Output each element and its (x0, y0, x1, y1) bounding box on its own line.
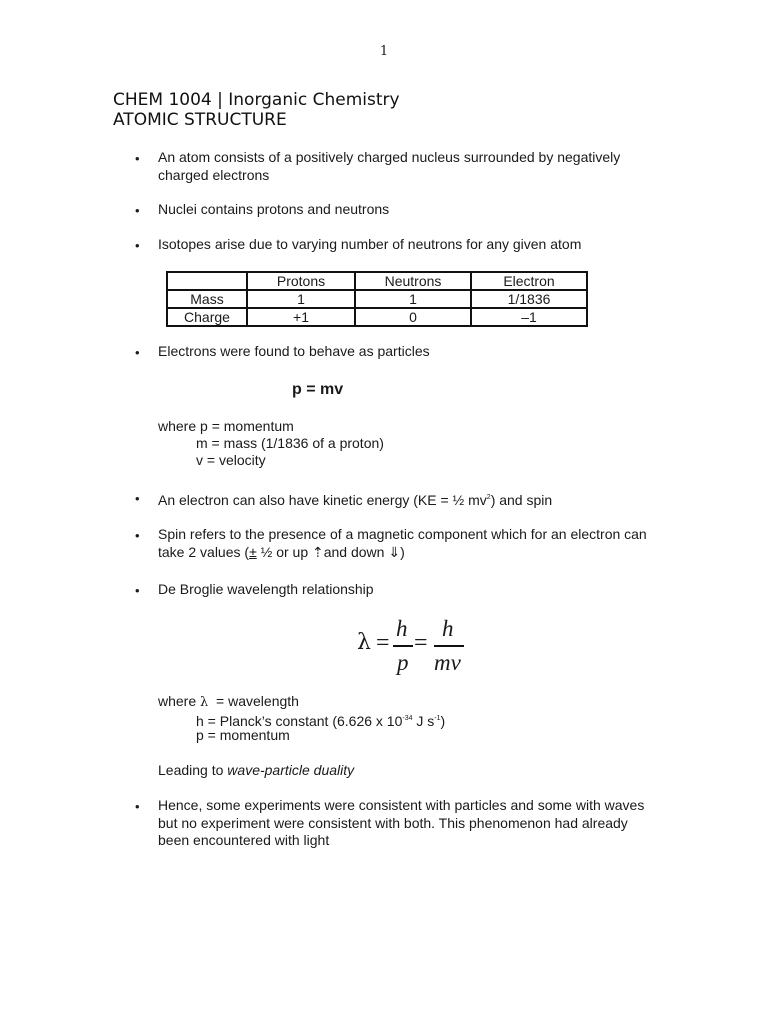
table-cell: +1 (247, 308, 355, 326)
course-title: CHEM 1004 | Inorganic Chemistry (113, 90, 400, 110)
bullet-icon: • (135, 799, 140, 814)
bullet-icon: • (135, 583, 140, 598)
wavelength-def-h: h = Planck’s constant (6.626 x $10^{-34}$ J $s^{-1}$) (196, 713, 446, 729)
bullet-atom-structure: An atom consists of a positively charged nucleus surrounded by negatively charged electrons (158, 149, 621, 183)
table-header-cell: Protons (247, 272, 355, 290)
bullet-icon: • (135, 491, 140, 506)
numerator-h: h (396, 616, 408, 641)
bullet-icon: • (135, 528, 140, 543)
section-title: ATOMIC STRUCTURE (113, 110, 287, 130)
table-header-row (167, 272, 587, 290)
table-cell: 1/1836 (471, 290, 587, 308)
bullet-icon: • (135, 345, 140, 360)
momentum-equation: p = mv (292, 381, 344, 398)
leading-to-line: Leading to wave-particle duality (158, 762, 355, 778)
bullet-spin: Spin refers to the presence of a magnetic component which for an electron can take 2 values (± ½ or up ⇡and down ⇓) (158, 526, 647, 560)
equals-sign: = (414, 630, 428, 656)
equals-sign: = (376, 630, 390, 656)
table-header-cell: Electron (471, 272, 587, 290)
bullet-kinetic-energy: An electron can also have kinetic energy (KE = ½ $mv^2$) and spin (158, 492, 553, 508)
bullet-experiments: Hence, some experiments were consistent with particles and some with waves but no experiment were consistent with both. This phenomenon had already been encountered with light (158, 797, 645, 848)
denominator-mv: mv (434, 650, 461, 675)
table-cell: Mass (167, 290, 247, 308)
page-number: 1 (379, 44, 389, 59)
bullet-de-broglie: De Broglie wavelength relationship (158, 581, 374, 597)
momentum-where: where p = momentum (158, 418, 294, 434)
table-row (167, 308, 587, 326)
wavelength-def-p: p = momentum (196, 727, 290, 743)
table-cell: 0 (355, 308, 471, 326)
bullet-icon: • (135, 151, 140, 166)
fraction-bar (393, 645, 413, 647)
table-cell: 1 (355, 290, 471, 308)
fraction-bar (434, 645, 464, 647)
table-cell: 1 (247, 290, 355, 308)
table-cell: Charge (167, 308, 247, 326)
bullet-isotopes: Isotopes arise due to varying number of neutrons for any given atom (158, 236, 582, 252)
table-row (167, 290, 587, 308)
particle-properties-table (166, 271, 588, 327)
bullet-icon: • (135, 238, 140, 253)
momentum-def-v: v = velocity (196, 452, 266, 468)
table-cell: –1 (471, 308, 587, 326)
bullet-electrons-particles: Electrons were found to behave as particles (158, 343, 430, 359)
table-header-cell (167, 272, 247, 290)
wavelength-where: where λ = wavelength (158, 693, 299, 710)
bullet-icon: • (135, 203, 140, 218)
table-header-cell: Neutrons (355, 272, 471, 290)
bullet-nuclei: Nuclei contains protons and neutrons (158, 201, 390, 217)
momentum-def-m: m = mass (1/1836 of a proton) (196, 435, 384, 451)
lambda-symbol: λ (357, 630, 371, 655)
denominator-p: p (397, 650, 409, 675)
numerator-h: h (442, 616, 454, 641)
